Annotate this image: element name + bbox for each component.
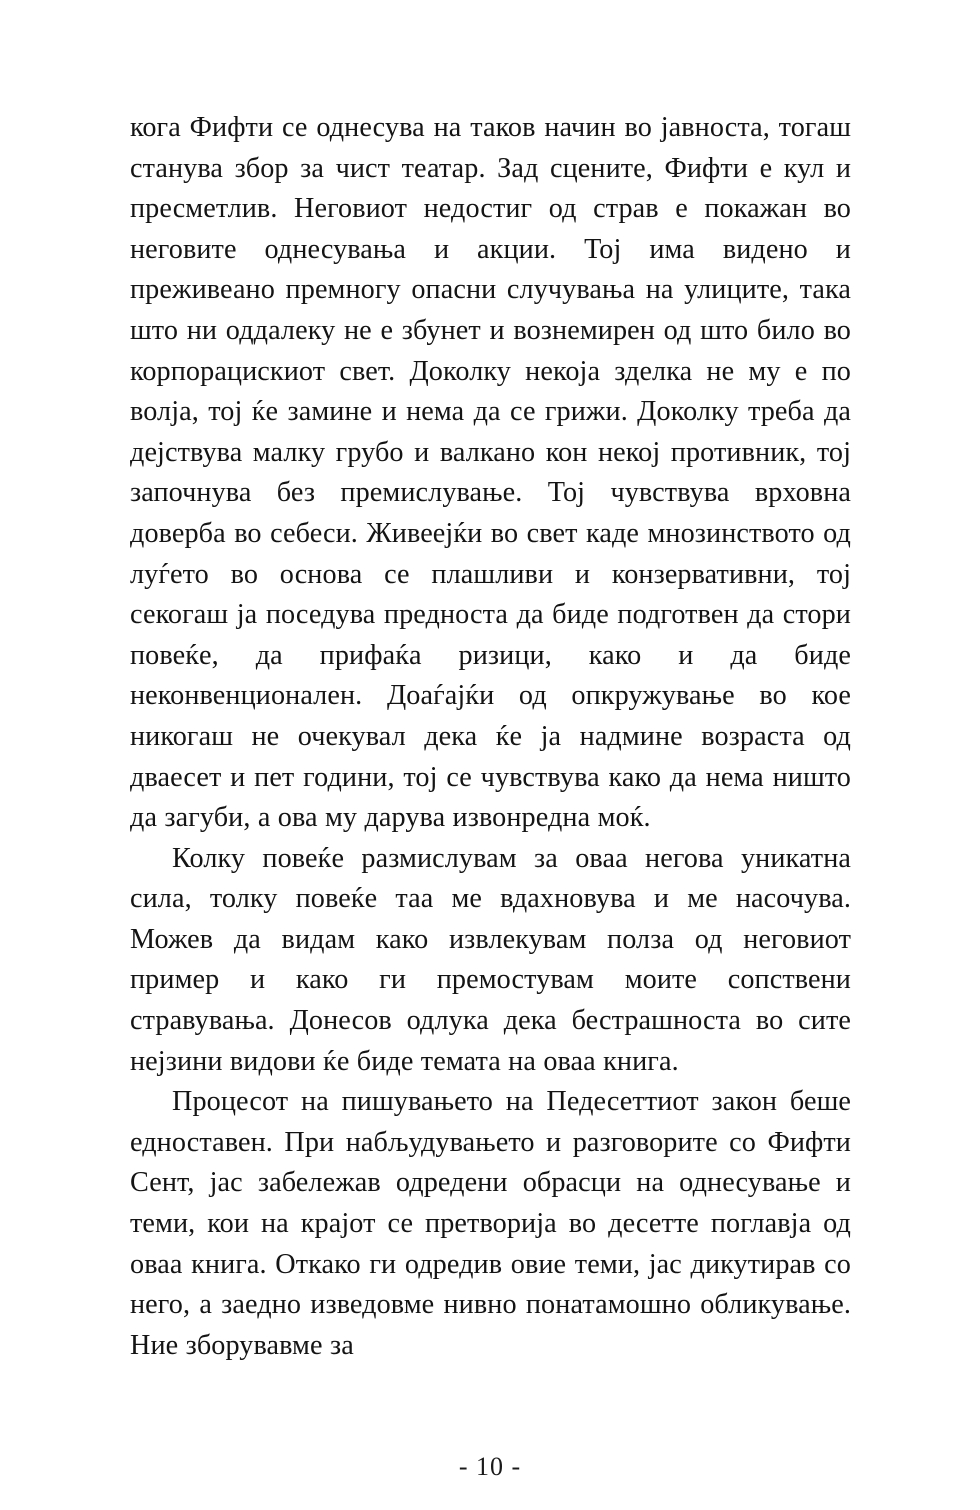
page-number: - 10 - bbox=[458, 1452, 522, 1476]
body-text-column bbox=[130, 108, 851, 1366]
body-paragraph-3: Процесот на пишувањето на Педесеттиот закон беше едноставен. При набљудувањето и разговорите со Фифти Сент, јас забележав одредени обрасци на однесување и теми, кои на крајот се претворија во десетте поглавја од оваа книга. Откако ги одредив овие теми, јас дикутирав со него, а заедно изведовме нивно понатамошно обликување. Ние зборувавме за bbox=[130, 1086, 851, 1361]
body-paragraph-1: кога Фифти се однесува на таков начин во јавноста, тогаш станува збор за чист театар. Зад сцените, Фифти е кул и пресметлив. Неговиот недостиг од страв е покажан во неговите однесувања и акции. Тој има видено и преживеано премногу опасни случувања на улиците, така што ни оддалеку не е збунет и вознемирен од што било во корпорацискиот свет. Доколку некоја зделка не му е по волја, тој ќе замине и нема да се грижи. Доколку треба да дејствува малку грубо и валкано кон некој противник, тој започнува без премислување. Тој чувствува врховна доверба во себеси. Живеејќи во свет каде мнозинството од луѓето во основа се плашливи и конзервативни, тој секогаш ја поседува предноста да биде подготвен да стори повеќе, да прифаќа ризици, како и да биде неконвенционален. Доаѓајќи од опкружување во кое никогаш не очекувал дека ќе ја надмине возраста од дваесет и пет години, тој се чувствува како да нема ништо да загуби, а ова му дарува извонредна моќ. bbox=[130, 112, 851, 834]
body-paragraph-2: Колку повеќе размислувам за оваа негова уникатна сила, толку повеќе таа ме вдахновува и ме насочува. Можев да видам како извлекувам полза од неговиот пример и како ги премостувам моите сопствени стравувања. Донесов одлука дека бестрашноста во сите нејзини видови ќе биде темата на оваа книга. bbox=[130, 842, 851, 1077]
